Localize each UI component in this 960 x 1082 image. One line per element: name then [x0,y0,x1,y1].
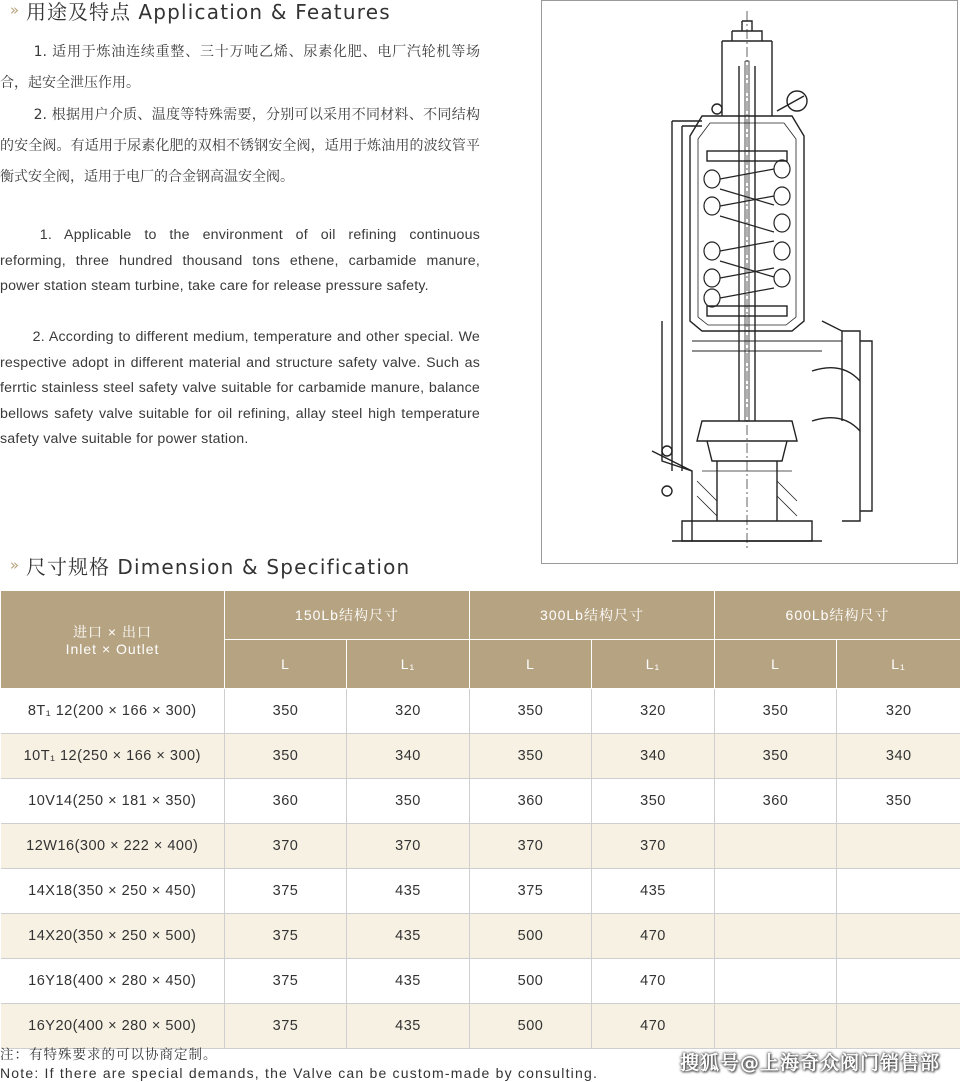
model-cell: 10T₁ 12(250 × 166 × 300) [1,734,225,779]
value-cell: 350 [470,734,592,779]
value-cell: 470 [592,1004,715,1049]
table-row [1,689,960,734]
value-cell: 370 [347,824,470,869]
value-cell: 375 [225,1004,347,1049]
value-cell: 320 [592,689,715,734]
value-cell [837,869,960,914]
value-cell [715,1004,837,1049]
group-header-150lb: 150Lb结构尺寸 [225,591,470,640]
value-cell: 350 [837,779,960,824]
safety-valve-diagram [542,1,957,563]
value-cell: 350 [225,689,347,734]
sub-header-l1: L₁ [347,640,470,689]
section-title: 尺寸规格 Dimension & Specification [26,554,411,579]
sub-header-l1: L₁ [592,640,715,689]
value-cell: 370 [225,824,347,869]
value-cell: 375 [225,959,347,1004]
dimension-table [0,591,960,1049]
value-cell [837,824,960,869]
model-cell: 10V14(250 × 181 × 350) [1,779,225,824]
en-paragraph-1: 1. Applicable to the environment of oil refining continuous reforming, three hundred thousand tons ethene, carbamide manure, power station steam turbine, take care for release pressure safety. [0,227,480,294]
value-cell: 360 [715,779,837,824]
value-cell: 470 [592,959,715,1004]
value-cell: 500 [470,914,592,959]
value-cell: 320 [837,689,960,734]
watermark: 搜狐号@上海奇众阀门销售部 [679,1052,940,1074]
table-row [1,734,960,779]
value-cell: 350 [225,734,347,779]
table-row [1,959,960,1004]
value-cell: 375 [470,869,592,914]
group-header-600lb: 600Lb结构尺寸 [715,591,960,640]
table-row [1,869,960,914]
value-cell: 360 [470,779,592,824]
value-cell: 470 [592,914,715,959]
value-cell: 435 [347,914,470,959]
table-row [1,824,960,869]
note-cn: 注：有特殊要求的可以协商定制。 [0,1047,218,1063]
model-cell: 14X18(350 × 250 × 450) [1,869,225,914]
group-header-300lb: 300Lb结构尺寸 [470,591,715,640]
model-cell: 12W16(300 × 222 × 400) [1,824,225,869]
value-cell: 350 [347,779,470,824]
value-cell: 340 [347,734,470,779]
table-row [1,914,960,959]
value-cell: 320 [347,689,470,734]
value-cell [837,1004,960,1049]
value-cell: 500 [470,959,592,1004]
value-cell: 360 [225,779,347,824]
value-cell [837,959,960,1004]
model-cell: 8T₁ 12(200 × 166 × 300) [1,689,225,734]
value-cell: 435 [347,1004,470,1049]
value-cell: 500 [470,1004,592,1049]
double-chevron-icon: » [9,1,17,19]
section-title: 用途及特点 Application & Features [26,0,391,24]
table-row [1,779,960,824]
note-en: Note: If there are special demands, the Valve can be custom-made by consulting. [0,1065,599,1081]
value-cell: 350 [715,689,837,734]
sub-header-l1: L₁ [837,640,960,689]
sub-header-l: L [470,640,592,689]
valve-section-drawing [541,0,958,564]
value-cell: 435 [347,869,470,914]
section-heading-application [0,0,391,23]
value-cell: 350 [592,779,715,824]
table-row [1,1004,960,1049]
value-cell: 375 [225,914,347,959]
value-cell [715,959,837,1004]
double-chevron-icon: » [9,556,17,574]
value-cell: 435 [592,869,715,914]
model-cell: 16Y20(400 × 280 × 500) [1,1004,225,1049]
model-cell: 14X20(350 × 250 × 500) [1,914,225,959]
section-heading-dimension [0,552,410,578]
value-cell: 375 [225,869,347,914]
value-cell: 350 [715,734,837,779]
cn-paragraph-2: 2. 根据用户介质、温度等特殊需要，分别可以采用不同材料、不同结构的安全阀。有适用于尿素化肥的双相不锈钢安全阀，适用于炼油用的波纹管平衡式安全阀，适用于电厂的合金钢高温安全阀。 [0,107,480,185]
model-cell: 16Y18(400 × 280 × 450) [1,959,225,1004]
value-cell: 350 [470,689,592,734]
sub-header-l: L [715,640,837,689]
value-cell: 340 [837,734,960,779]
cn-paragraph-1: 1. 适用于炼油连续重整、三十万吨乙烯、尿素化肥、电厂汽轮机等场合，起安全泄压作用。 [0,44,480,91]
value-cell [715,869,837,914]
value-cell [837,914,960,959]
value-cell [715,824,837,869]
inlet-outlet-header: 进口 × 出口 Inlet × Outlet [1,591,225,689]
value-cell: 370 [592,824,715,869]
value-cell [715,914,837,959]
value-cell: 370 [470,824,592,869]
en-paragraph-2: 2. According to different medium, temperature and other special. We respective adopt in different material and structure safety valve. Such as ferrtic stainless steel safety valve suitable for carbamide manure, balance bellows safety valve suitable for oil refining, allay steel high temperature safety valve suitable for power station. [0,329,480,447]
sub-header-l: L [225,640,347,689]
value-cell: 435 [347,959,470,1004]
value-cell: 340 [592,734,715,779]
